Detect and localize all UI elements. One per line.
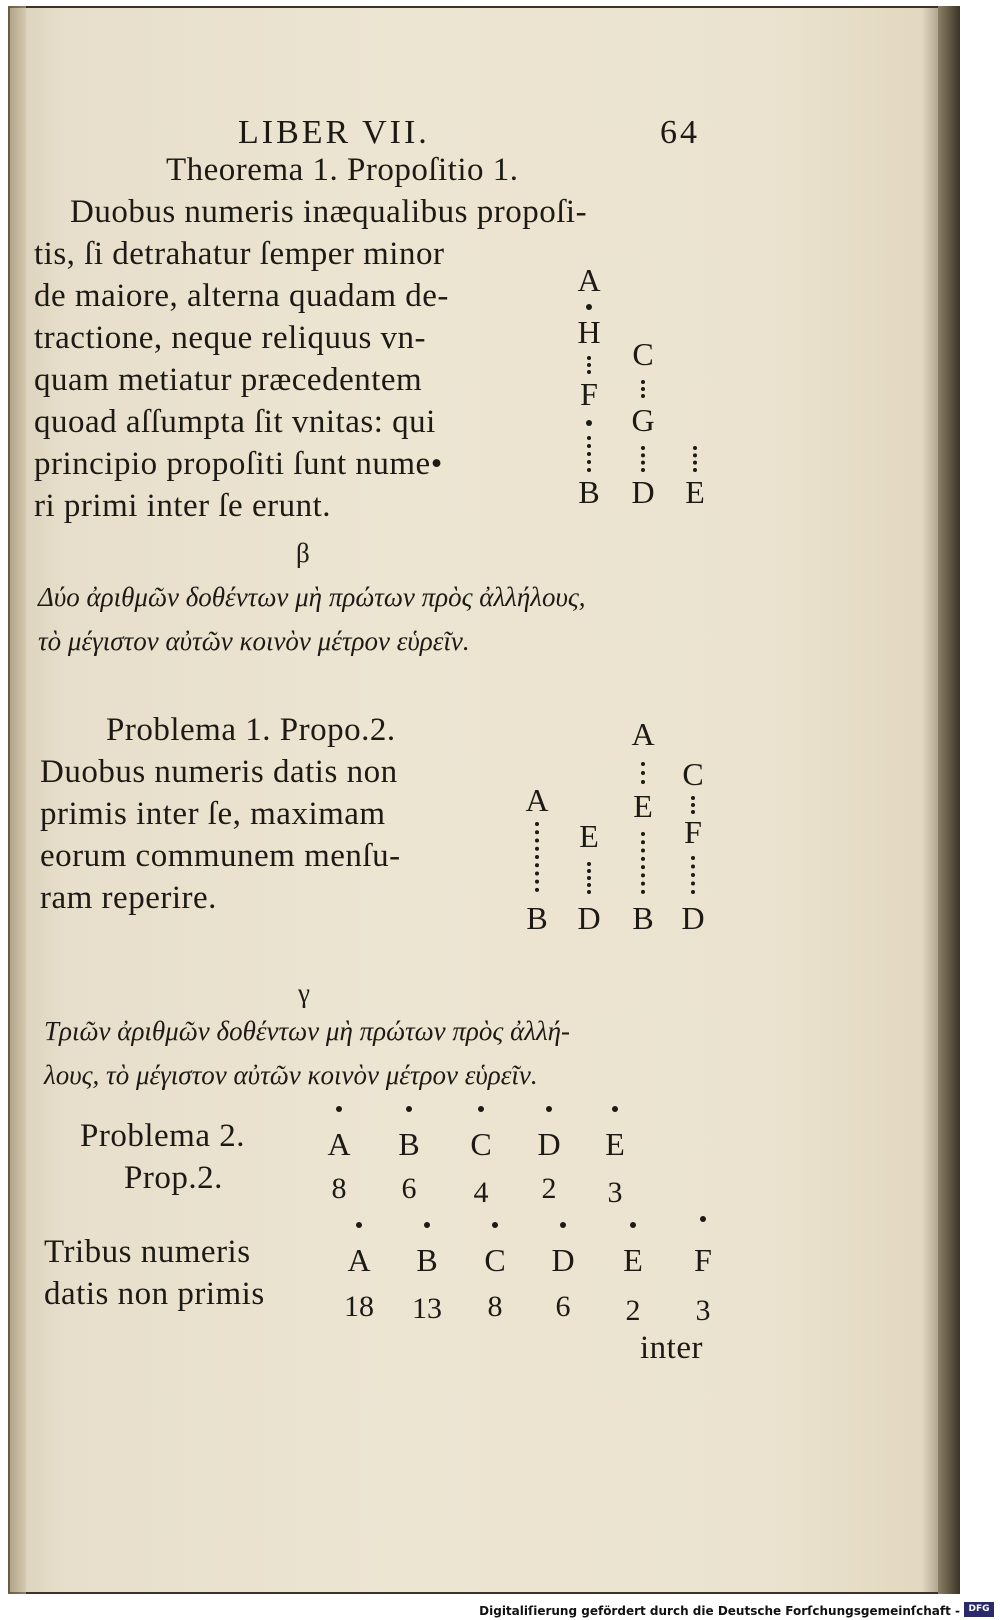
prop4-letter: A [347,1242,371,1278]
prob2-letter: D [537,1126,561,1162]
prop4-number: 18 [344,1290,374,1323]
fig1-label-h: H [577,314,601,350]
prop1-line-2: tis, ſi detrahatur ſemper minor [34,236,445,272]
gamma-line-1: Τριῶν ἀριθμῶν δοθέντων μὴ πρώτων πρὸς ἀλλή- [44,1016,571,1046]
fig2-segment-eb [641,832,645,894]
prop4-number: 2 [625,1294,641,1327]
prop4-label-2: datis non primis [44,1276,265,1312]
fig1-label-g: G [631,402,655,438]
prop2-line-3: eorum communem menſu- [40,838,401,874]
prob2-dot [612,1106,618,1112]
prop1-line-1: Duobus numeris inæqualibus propoſi- [70,194,588,230]
prop1-heading: Theorema 1. Propoſitio 1. [166,152,519,188]
prop4-number: 13 [412,1292,442,1325]
dfg-logo: DFG [964,1602,994,1617]
fig1-label-b: B [578,474,600,510]
fig1-label-f: F [580,376,598,412]
prop4-dot [560,1222,566,1228]
prop1-line-4: tractione, neque reliquus vn- [34,320,427,356]
fig1-label-d: D [631,474,655,510]
beta-line-2: τὸ μέγιστον αὐτῶν κοινὸν μέτρον εὑρεῖν. [38,626,470,656]
prob2-letter: C [470,1126,492,1162]
prop1-line-3: de maiore, alterna quadam de- [34,278,449,314]
fig1-segment-cg [641,380,645,398]
prop4-number: 6 [555,1290,571,1323]
fig1-point [586,304,592,310]
prop4-label-1: Tribus numeris [44,1234,251,1270]
prop4-letter: F [694,1242,712,1278]
fig2-segment-ae [641,762,645,784]
prop4-dot [630,1222,636,1228]
prop1-line-8: ri primi inter ſe erunt. [34,488,331,524]
prob2-number: 4 [473,1176,489,1209]
prob2-letter: A [327,1126,351,1162]
fig2-segment-fd [691,856,695,894]
page-edge [938,6,960,1594]
fig2-segment-cf [691,796,695,814]
prob2-number: 2 [541,1172,557,1205]
fig2-label-c: C [682,756,704,792]
gamma-mark: γ [298,978,310,1008]
prop1-line-5: quam metiatur præcedentem [34,362,423,398]
fig1-segment-hf [587,356,591,374]
prop4-number: 3 [695,1294,711,1327]
fig2-label-e2: E [633,788,653,824]
fig2-label-b1: B [526,900,548,936]
prop2-line-4: ram reperire. [40,880,217,916]
fig1-point [586,420,592,426]
fig2-label-a1: A [525,782,549,818]
prop4-letter: D [551,1242,575,1278]
prob2-dot [406,1106,412,1112]
prop2-line-2: primis inter ſe, maximam [40,796,386,832]
fig1-segment-fb [587,436,591,472]
prop4-letter: B [416,1242,438,1278]
fig1-label-e: E [685,474,705,510]
prob2-letter: B [398,1126,420,1162]
prop1-line-7: principio propoſiti ſunt nume• [34,446,443,482]
prob2-dot [336,1106,342,1112]
prop4-letter: E [623,1242,643,1278]
prop4-dot [356,1222,362,1228]
page-number: 64 [660,114,700,151]
beta-line-1: Δύο ἀριθμῶν δοθέντων μὴ πρώτων πρὸς ἀλλήλους, [38,582,586,612]
fig2-segment-ab [535,822,539,892]
fig2-segment-ed [587,862,591,894]
fig2-label-f: F [684,814,702,850]
fig2-label-d2: D [681,900,705,936]
running-title: LIBER VII. [238,114,430,151]
prop4-dot [492,1222,498,1228]
fig1-segment-e [693,446,697,472]
fig2-label-b2: B [632,900,654,936]
fig1-label-c: C [632,336,654,372]
catchword: inter [640,1330,703,1366]
prob2-number: 3 [607,1176,623,1209]
prop4-dot [700,1216,706,1222]
fig1-segment-gd [641,446,645,472]
prob2-prop-label: Prop.2. [124,1160,223,1196]
prop1-line-6: quoad aſſumpta ſit vnitas: qui [34,404,436,440]
prop2-line-1: Duobus numeris datis non [40,754,398,790]
fig2-label-e1: E [579,818,599,854]
funding-credit: Digitaliſierung gefördert durch die Deutsche Forſchungsgemeinſchaft - [479,1604,960,1618]
page-gutter [8,6,26,1594]
prop2-heading: Problema 1. Propo.2. [106,712,396,748]
gamma-line-2: λους, τὸ μέγιστον αὐτῶν κοινὸν μέτρον εὑρεῖν. [44,1060,538,1090]
prop4-number: 8 [487,1290,503,1323]
prob2-number: 6 [401,1172,417,1205]
fig2-label-d1: D [577,900,601,936]
prob2-label: Problema 2. [80,1118,245,1154]
fig2-label-a2: A [631,716,655,752]
prob2-dot [478,1106,484,1112]
prob2-letter: E [605,1126,625,1162]
beta-mark: β [296,538,310,568]
prop4-letter: C [484,1242,506,1278]
fig1-label-a: A [577,262,601,298]
prob2-dot [546,1106,552,1112]
prob2-number: 8 [331,1172,347,1205]
prop4-dot [424,1222,430,1228]
